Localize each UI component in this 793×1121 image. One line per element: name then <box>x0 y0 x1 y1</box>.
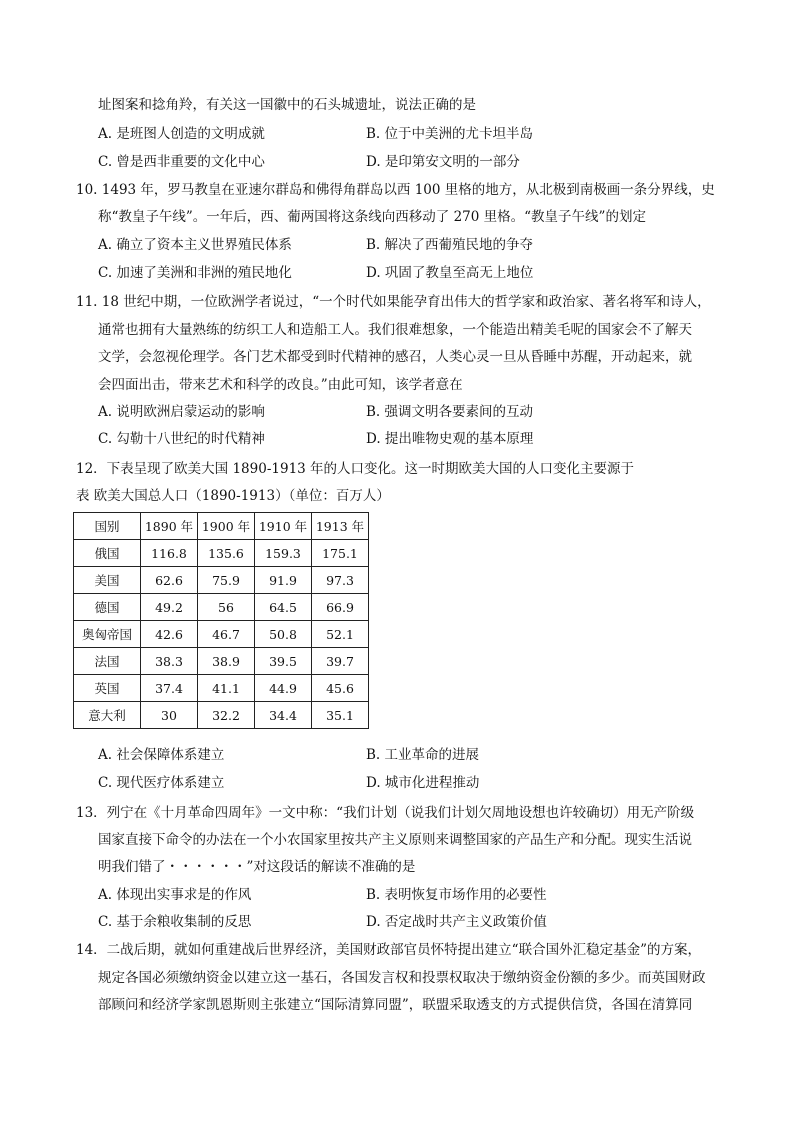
q12-option-b: B. 工业革命的进展 <box>366 747 480 763</box>
table-cell: 32.2 <box>198 702 255 729</box>
table-cell: 1910 年 <box>255 513 312 540</box>
q11-stem-line-3: 文学，会忽视伦理学。各门艺术都受到时代精神的感召，人类心灵一旦从昏睡中苏醒，开动起来，就 <box>98 349 692 365</box>
q14-stem-line-1: 14．二战后期，就如何重建战后世界经济，美国财政部官员怀特提出建立“联合国外汇稳定基金”的方案， <box>76 942 701 958</box>
q9-stem-continuation: 址图案和捻角羚，有关这一国徽中的石头城遗址，说法正确的是 <box>98 97 476 113</box>
q9-option-a: A. 是班图人创造的文明成就 <box>98 126 265 142</box>
table-cell: 45.6 <box>312 675 369 702</box>
q11-stem-line-1: 11. 18 世纪中期，一位欧洲学者说过，“一个时代如果能孕育出伟大的哲学家和政治家、著名将军和诗人， <box>76 294 711 310</box>
table-header-row <box>74 513 369 540</box>
table-cell: 175.1 <box>312 540 369 567</box>
q12-stem: 12．下表呈现了欧美大国 1890-1913 年的人口变化。这一时期欧美大国的人口变化主要源于 <box>76 461 635 477</box>
table-cell: 奥匈帝国 <box>74 621 141 648</box>
table-cell: 德国 <box>74 594 141 621</box>
table-cell: 116.8 <box>141 540 198 567</box>
q11-option-a: A. 说明欧洲启蒙运动的影响 <box>98 404 265 420</box>
table-cell: 159.3 <box>255 540 312 567</box>
table-row <box>74 567 369 594</box>
q13-option-d: D. 否定战时共产主义政策价值 <box>366 914 547 930</box>
q10-option-d: D. 巩固了教皇至高无上地位 <box>366 265 534 281</box>
q12-option-d: D. 城市化进程推动 <box>366 775 480 791</box>
table-cell: 37.4 <box>141 675 198 702</box>
table-cell: 意大利 <box>74 702 141 729</box>
q13-option-a: A. 体现出实事求是的作风 <box>98 887 252 903</box>
table-row <box>74 621 369 648</box>
table-cell: 39.5 <box>255 648 312 675</box>
q11-option-d: D. 提出唯物史观的基本原理 <box>366 431 534 447</box>
q10-stem-line-1: 10. 1493 年，罗马教皇在亚速尔群岛和佛得角群岛以西 100 里格的地方，从北极到南极画一条分界线，史 <box>76 182 715 198</box>
table-cell: 42.6 <box>141 621 198 648</box>
q10-stem-line-2: 称“教皇子午线”。一年后，西、葡两国将这条线向西移动了 270 里格。“教皇子午线”的划定 <box>98 209 646 225</box>
q11-option-c: C. 勾勒十八世纪的时代精神 <box>98 431 265 447</box>
table-cell: 49.2 <box>141 594 198 621</box>
table-cell: 56 <box>198 594 255 621</box>
table-cell: 46.7 <box>198 621 255 648</box>
q14-stem-line-3: 部顾问和经济学家凯恩斯则主张建立“国际清算同盟”，联盟采取透支的方式提供信贷，各国在清算同 <box>98 997 693 1013</box>
q13-stem-line-2: 国家直接下命令的办法在一个小农国家里按共产主义原则来调整国家的产品生产和分配。现实生活说 <box>98 832 692 848</box>
table-cell: 法国 <box>74 648 141 675</box>
table-cell: 39.7 <box>312 648 369 675</box>
table-row <box>74 702 369 729</box>
q12-option-c: C. 现代医疗体系建立 <box>98 775 225 791</box>
table-cell: 91.9 <box>255 567 312 594</box>
q9-option-c: C. 曾是西非重要的文化中心 <box>98 154 265 170</box>
table-row <box>74 648 369 675</box>
q12-table-caption: 表 欧美大国总人口（1890-1913）（单位：百万人） <box>76 488 390 504</box>
table-cell: 135.6 <box>198 540 255 567</box>
population-table <box>73 512 369 729</box>
table-row <box>74 594 369 621</box>
q14-stem-line-2: 规定各国必须缴纳资金以建立这一基石，各国发言权和投票权取决于缴纳资金份额的多少。而英国财政 <box>98 970 706 986</box>
table-cell: 美国 <box>74 567 141 594</box>
table-row <box>74 540 369 567</box>
q13-option-c: C. 基于余粮收集制的反思 <box>98 914 252 930</box>
table-cell: 75.9 <box>198 567 255 594</box>
table-cell: 1913 年 <box>312 513 369 540</box>
table-cell: 44.9 <box>255 675 312 702</box>
q13-stem-line-3: 明我们错了・・・・・・”对这段话的解读不准确的是 <box>98 859 416 875</box>
table-cell: 1890 年 <box>141 513 198 540</box>
table-cell: 俄国 <box>74 540 141 567</box>
q13-option-b: B. 表明恢复市场作用的必要性 <box>366 887 547 903</box>
q10-option-b: B. 解决了西葡殖民地的争夺 <box>366 237 534 253</box>
table-cell: 41.1 <box>198 675 255 702</box>
table-cell: 97.3 <box>312 567 369 594</box>
q9-option-d: D. 是印第安文明的一部分 <box>366 154 520 170</box>
table-cell: 52.1 <box>312 621 369 648</box>
q10-option-c: C. 加速了美洲和非洲的殖民地化 <box>98 265 292 281</box>
table-cell: 66.9 <box>312 594 369 621</box>
q12-option-a: A. 社会保障体系建立 <box>98 747 225 763</box>
q10-option-a: A. 确立了资本主义世界殖民体系 <box>98 237 292 253</box>
table-cell: 64.5 <box>255 594 312 621</box>
q11-option-b: B. 强调文明各要素间的互动 <box>366 404 534 420</box>
table-cell: 英国 <box>74 675 141 702</box>
table-cell: 30 <box>141 702 198 729</box>
table-row <box>74 675 369 702</box>
q11-stem-line-2: 通常也拥有大量熟练的纺织工人和造船工人。我们很难想象，一个能造出精美毛呢的国家会不了解天 <box>98 322 692 338</box>
table-cell: 国别 <box>74 513 141 540</box>
table-cell: 38.9 <box>198 648 255 675</box>
table-cell: 38.3 <box>141 648 198 675</box>
table-cell: 35.1 <box>312 702 369 729</box>
q9-option-b: B. 位于中美洲的尤卡坦半岛 <box>366 126 534 142</box>
q13-stem-line-1: 13．列宁在《十月革命四周年》一文中称：“我们计划（说我们计划欠周地设想也许较确切）用无产阶级 <box>76 805 695 821</box>
q11-stem-line-4: 会四面出击，带来艺术和科学的改良。”由此可知，该学者意在 <box>98 377 463 393</box>
table-cell: 34.4 <box>255 702 312 729</box>
table-cell: 50.8 <box>255 621 312 648</box>
table-cell: 62.6 <box>141 567 198 594</box>
table-cell: 1900 年 <box>198 513 255 540</box>
